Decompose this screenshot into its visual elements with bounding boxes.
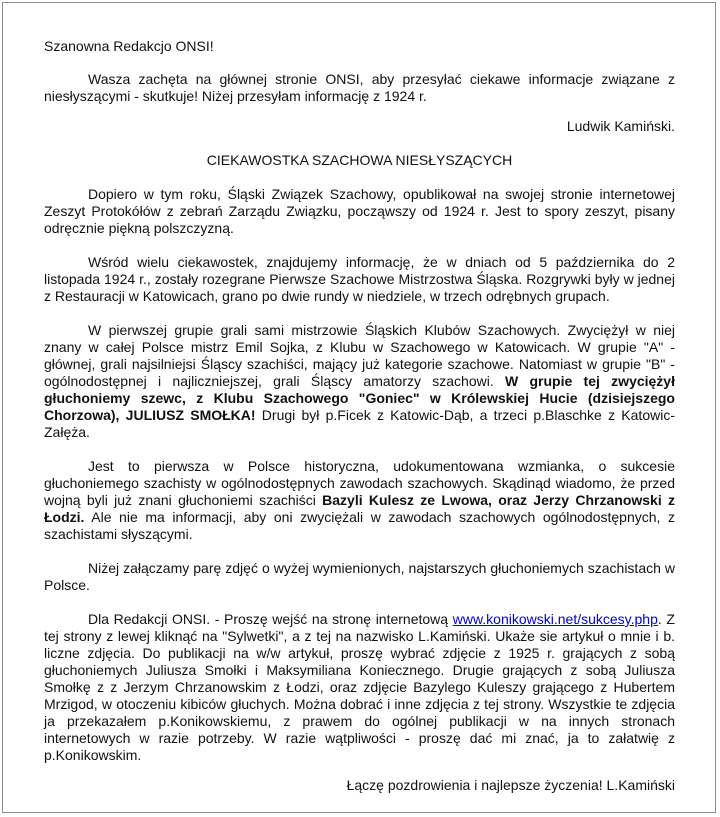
konikowski-link[interactable]: www.konikowski.net/sukcesy.php bbox=[452, 611, 658, 627]
letter bbox=[44, 38, 675, 794]
greeting: Szanowna Redakcjo ONSI! bbox=[44, 38, 214, 54]
closing-line: Łączę pozdrowienia i najlepsze życzenia! L.Kamiński bbox=[346, 777, 675, 793]
author-signature: Ludwik Kamiński. bbox=[566, 118, 675, 134]
article-heading: CIEKAWOSTKA SZACHOWA NIESŁYSZĄCYCH bbox=[206, 152, 513, 168]
paragraph-2: Wśród wielu ciekawostek, znajdujemy informację, że w dniach od 5 października do 2 listopada 1924 r., zostały rozegrane Pierwsze Szachowe Mistrzostwa Śląska. Rozgrywki były w jednej z Restauracji w Katowicach, grano po dwie rundy w niedziele, w trzech odrębnych grupach. bbox=[44, 254, 675, 304]
paragraph-4 bbox=[44, 458, 675, 543]
paragraph-6 bbox=[44, 611, 675, 764]
paragraph-4-text: Jest to pierwsza w Polsce historyczna, udokumentowana wzmianka, o sukcesie głuchoniemego szachisty w ogólnodostępnych zawodach szachowych. Skądinąd wiadomo, że przed wojną byli już znani głuchoniemi szachiści bbox=[44, 458, 675, 508]
paragraph-1: Dopiero w tym roku, Śląski Związek Szachowy, opublikował na swojej stronie internetowej Zeszyt Protokółów z zebrań Zarządu Związku, począwszy od 1924 r. Jest to spory zeszyt, pisany odręcznie piękną polszczyzną. bbox=[44, 186, 675, 236]
paragraph-3-bold: W grupie tej zwyciężył głuchoniemy szewc, z Klubu Szachowego "Goniec" w Królewskiej Hucie (dzisiejszego Chorzowa), JULIUSZ SMOŁKA! bbox=[44, 373, 675, 423]
paragraph-6-text: Dla Redakcji ONSI. - Proszę wejść na stronę internetową bbox=[88, 611, 453, 627]
paragraph-3-end: Drugi był p.Ficek z Katowic-Dąb, a trzeci p.Blaschke z Katowic-Załęża. bbox=[44, 407, 675, 440]
paragraph-3-text: W pierwszej grupie grali sami mistrzowie Śląskich Klubów Szachowych. Zwyciężył w niej znany w całej Polsce mistrz Emil Sojka, z Klubu w Szachowego w Katowicach. W grupie "A" - głównej, grali najsilniejsi Śląscy szachiści, mający już kategorie szachowe. Natomiast w grupie "B" - ogólnodostępnej i najliczniejszej, grali Śląscy amatorzy szachowi. bbox=[44, 322, 675, 389]
paragraph-4-end: Ale nie ma informacji, aby oni zwyciężali w zawodach szachowych ogólnodostępnych, z szachistami słyszącymi. bbox=[44, 509, 675, 542]
paragraph-3 bbox=[44, 322, 675, 441]
paragraph-5: Niżej załączamy parę zdjęć o wyżej wymienionych, najstarszych głuchoniemych szachistach w Polsce. bbox=[44, 560, 675, 593]
paragraph-6-end: . Z tej strony z lewej kliknąć na "Sylwetki", a z tej na nazwisko L.Kamiński. Ukaże sie artykuł o mnie i b. liczne zdjęcia. Do publikacji na w/w artykuł, proszę wybrać zdjęcie z 1925 r. grających z sobą głuchoniemych Juliusza Smołki i Maksymiliana Koniecznego. Drugie grających z sobą Juliusza Smołkę z z Jerzym Chrzanowskim z Łodzi, oraz zdjęcie Bazylego Kuleszy grającego z Hubertem Mrzigod, w otoczeniu kibiców głuchych. Można dobrać i inne zdjęcia z tej strony. Wszystkie te zdjęcia ja przekazałem p.Konikowskiemu, z prawem do ogólnej publikacji w na innych stronach internetowych w razie potrzeby. W razie wątpliwości - proszę dać mi znać, ja to załatwię z p.Konikowskim. bbox=[44, 611, 675, 763]
intro-paragraph: Wasza zachęta na głównej stronie ONSI, aby przesyłać ciekawe informacje związane z niesłyszącymi - skutkuje! Niżej przesyłam informację z 1924 r. bbox=[44, 71, 675, 104]
paragraph-4-bold: Bazyli Kulesz ze Lwowa, oraz Jerzy Chrzanowski z Łodzi. bbox=[44, 492, 676, 525]
